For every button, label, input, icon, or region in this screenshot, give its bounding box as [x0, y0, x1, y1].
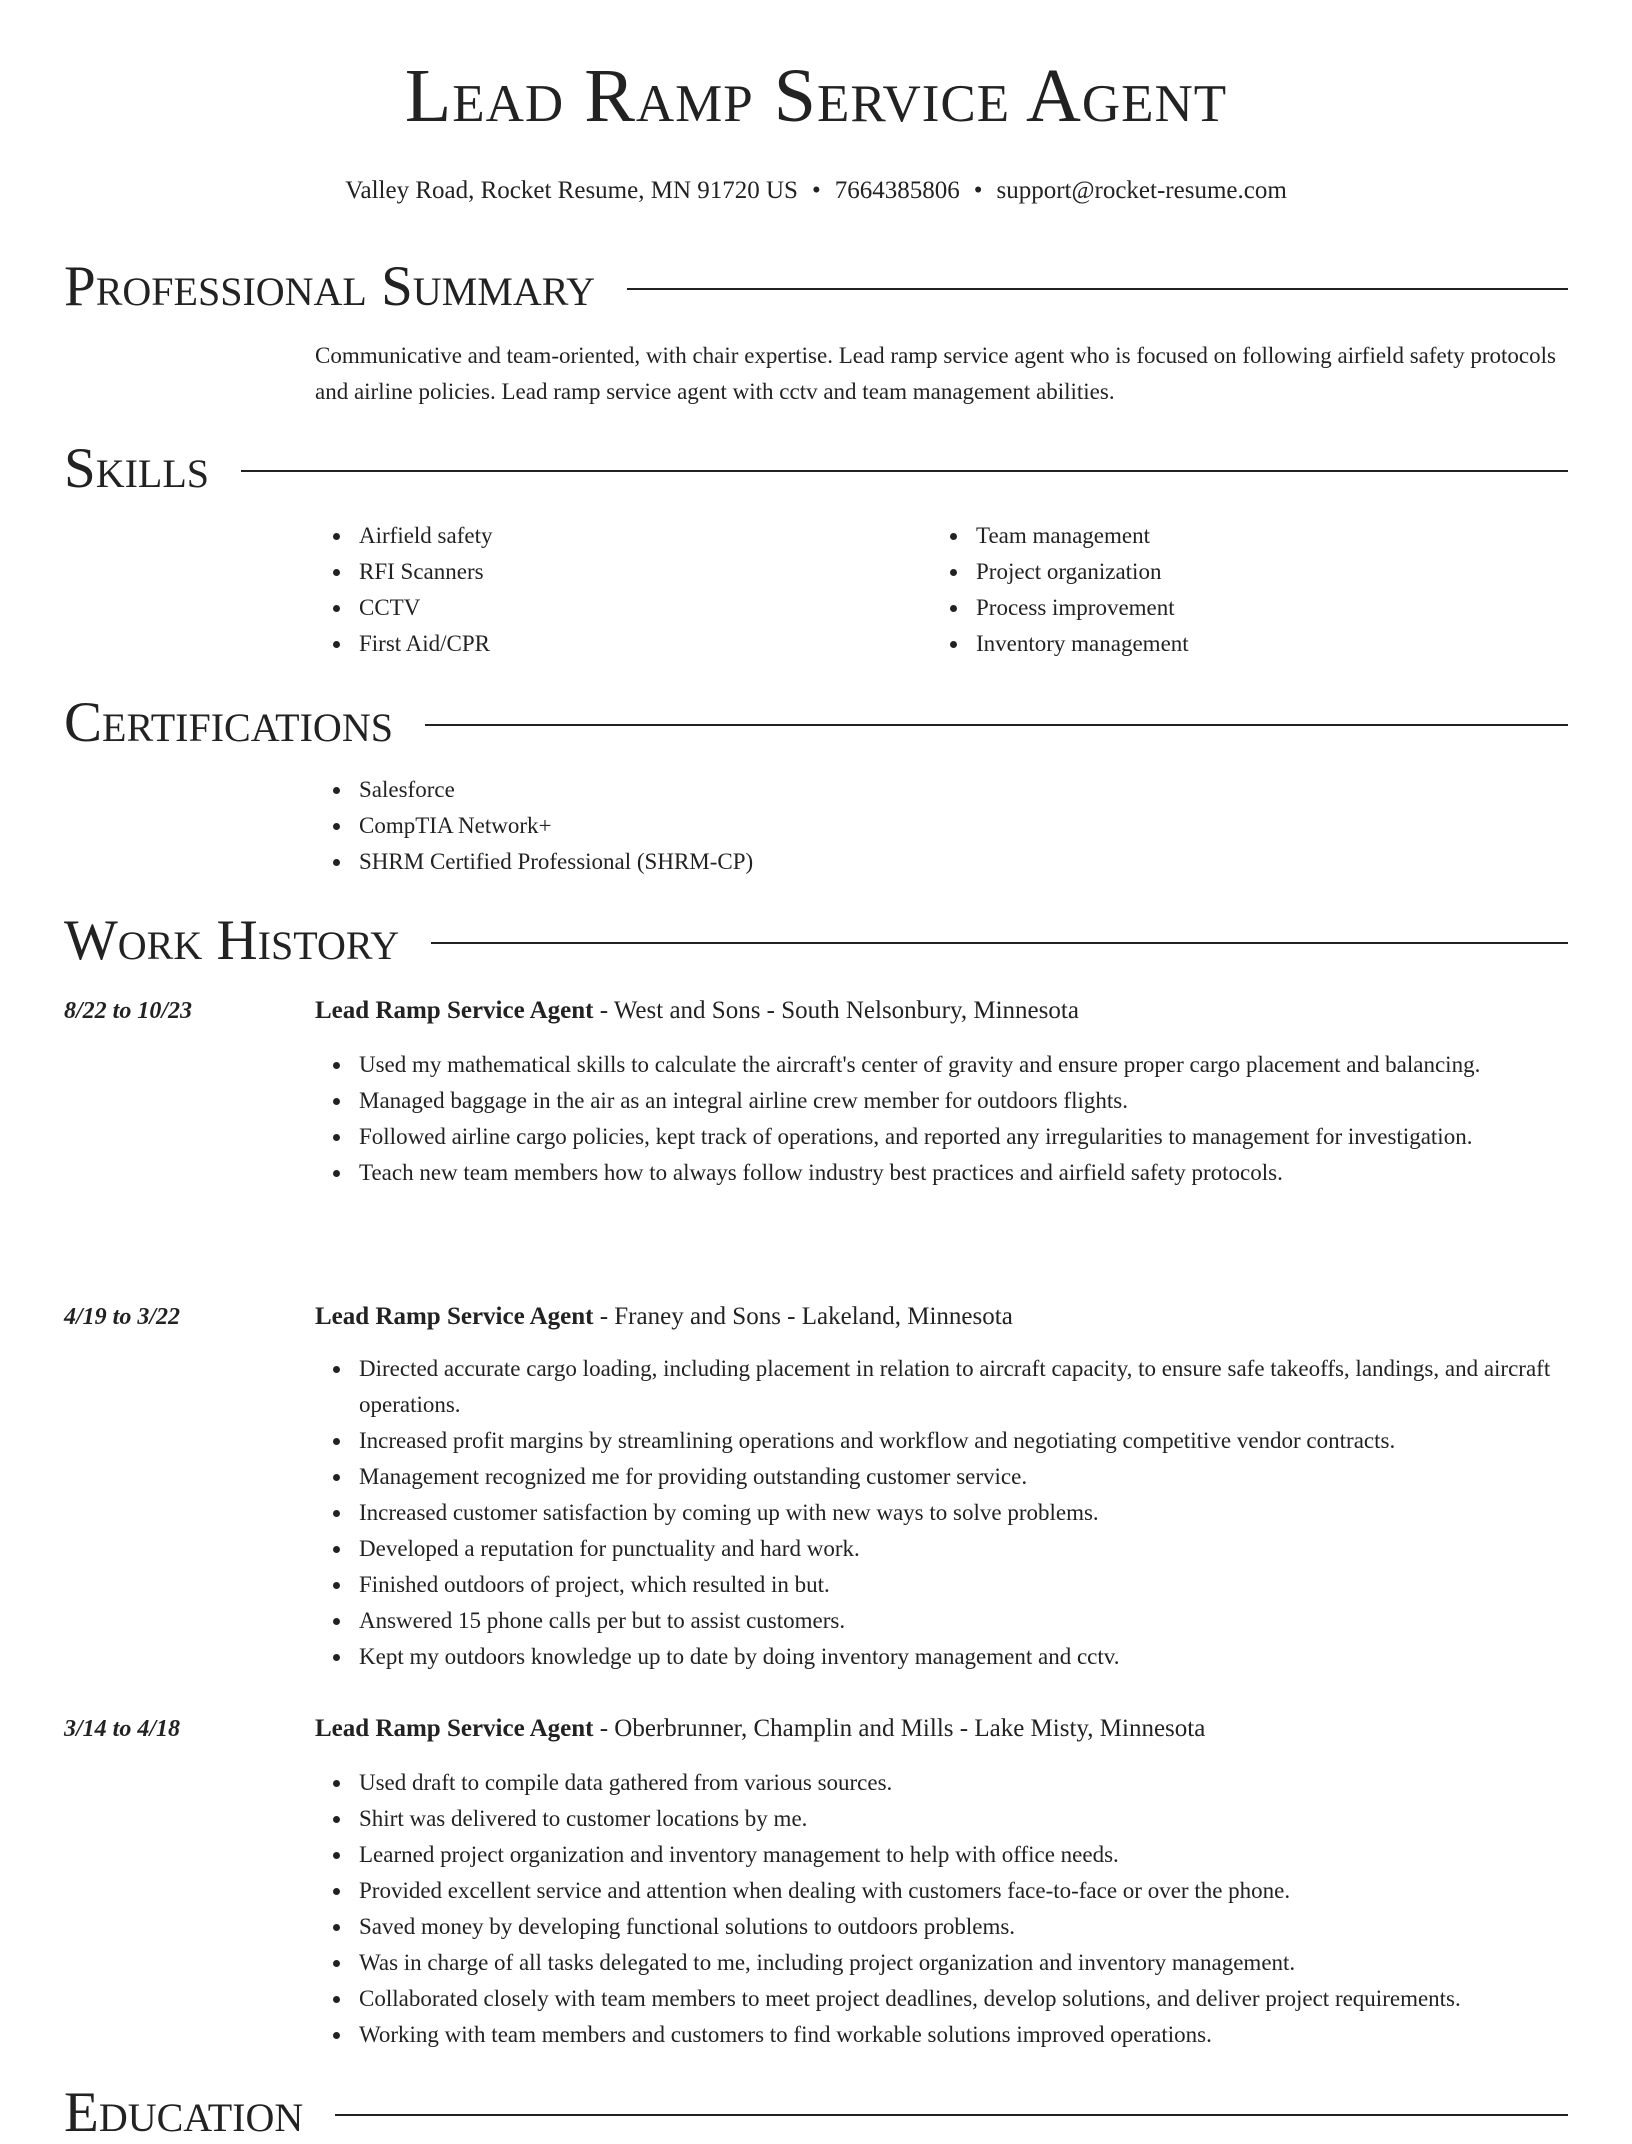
job-bullets: [315, 1351, 1568, 1675]
summary-text: Communicative and team-oriented, with chair expertise. Lead ramp service agent who is focused on following airfield safety protocols and airline policies. Lead ramp service agent with cctv and team management abilities.: [315, 343, 1556, 404]
job-bullet: Followed airline cargo policies, kept track of operations, and reported any irregularities to management for investigation.: [359, 1119, 1568, 1155]
job-title-line: [315, 1711, 1568, 1747]
job-role: Lead Ramp Service Agent: [315, 997, 594, 1024]
job-bullet: Developed a reputation for punctuality and hard work.: [359, 1531, 1568, 1567]
job-bullets: [315, 1765, 1568, 2053]
skills-list: [315, 518, 1568, 662]
job-bullet: Shirt was delivered to customer locations by me.: [359, 1801, 1568, 1837]
job-bullet: Directed accurate cargo loading, including placement in relation to aircraft capacity, to ensure safe takeoffs, landings, and aircraft operations.: [359, 1351, 1568, 1423]
section-divider: [335, 2114, 1568, 2116]
skill-item: First Aid/CPR: [359, 626, 932, 662]
job-dates: 3/14 to 4/18: [64, 1716, 181, 1742]
job-bullet: Saved money by developing functional solutions to outdoors problems.: [359, 1909, 1568, 1945]
contact-separator: •: [973, 177, 983, 204]
skills-heading: [64, 437, 1568, 500]
contact-separator: •: [811, 177, 821, 204]
job-dates: 4/19 to 3/22: [64, 1304, 181, 1330]
job-bullet: Managed baggage in the air as an integral airline crew member for outdoors flights.: [359, 1083, 1568, 1119]
job-company: West and Sons - South Nelsonbury, Minnesota: [613, 997, 1079, 1024]
certification-item: CompTIA Network+: [359, 808, 1568, 844]
job-bullet: Used my mathematical skills to calculate the aircraft's center of gravity and ensure proper cargo placement and balancing.: [359, 1047, 1568, 1083]
job-bullet: Collaborated closely with team members to meet project deadlines, develop solutions, and deliver project requirements.: [359, 1981, 1568, 2017]
job-title-line: [315, 993, 1568, 1029]
section-title-skills: Skills: [64, 437, 210, 500]
skills-column-right: [932, 518, 1549, 662]
job-bullet: Used draft to compile data gathered from various sources.: [359, 1765, 1568, 1801]
skills-column-left: [315, 518, 932, 662]
contact-email: support@rocket-resume.com: [996, 177, 1287, 204]
contact-line: [0, 176, 1632, 206]
summary-heading: [64, 255, 1568, 318]
job-role: Lead Ramp Service Agent: [315, 1303, 594, 1330]
skill-item: Process improvement: [976, 590, 1549, 626]
section-divider: [425, 724, 1568, 726]
skill-item: Airfield safety: [359, 518, 932, 554]
job-bullet: Management recognized me for providing outstanding customer service.: [359, 1459, 1568, 1495]
job-dash: -: [593, 1715, 615, 1742]
job-bullet: Kept my outdoors knowledge up to date by doing inventory management and cctv.: [359, 1639, 1568, 1675]
job-bullets: [315, 1047, 1568, 1191]
job-bullet: Was in charge of all tasks delegated to me, including project organization and inventory management.: [359, 1945, 1568, 1981]
skill-item: RFI Scanners: [359, 554, 932, 590]
job-bullet: Increased customer satisfaction by coming up with new ways to solve problems.: [359, 1495, 1568, 1531]
section-divider: [431, 942, 1568, 944]
section-title-education: Education: [64, 2081, 304, 2144]
job-bullet: Finished outdoors of project, which resulted in but.: [359, 1567, 1568, 1603]
certification-item: SHRM Certified Professional (SHRM-CP): [359, 844, 1568, 880]
job-bullet: Answered 15 phone calls per but to assist customers.: [359, 1603, 1568, 1639]
section-divider: [627, 288, 1568, 290]
resume-name: Lead Ramp Service Agent: [404, 54, 1228, 138]
skill-item: CCTV: [359, 590, 932, 626]
section-title-work-history: Work History: [64, 909, 400, 972]
job-bullet: Increased profit margins by streamlining operations and workflow and negotiating competitive vendor contracts.: [359, 1423, 1568, 1459]
skill-item: Project organization: [976, 554, 1549, 590]
job-title-line: [315, 1299, 1568, 1335]
certification-item: Salesforce: [359, 772, 1568, 808]
certifications-list: [315, 772, 1568, 880]
skill-item: Team management: [976, 518, 1549, 554]
section-title-certifications: Certifications: [64, 691, 393, 754]
contact-phone: 7664385806: [834, 177, 960, 204]
job-dates: 8/22 to 10/23: [64, 998, 193, 1024]
job-bullet: Learned project organization and inventory management to help with office needs.: [359, 1837, 1568, 1873]
work-history-heading: [64, 909, 1568, 972]
job-bullet: Working with team members and customers to find workable solutions improved operations.: [359, 2017, 1568, 2053]
certifications-heading: [64, 691, 1568, 754]
job-bullet: Teach new team members how to always follow industry best practices and airfield safety protocols.: [359, 1155, 1568, 1191]
job-dash: -: [593, 997, 614, 1024]
job-role: Lead Ramp Service Agent: [315, 1715, 594, 1742]
education-heading: [64, 2081, 1568, 2144]
skill-item: Inventory management: [976, 626, 1549, 662]
section-divider: [241, 470, 1568, 472]
job-company: Oberbrunner, Champlin and Mills - Lake Misty, Minnesota: [614, 1715, 1206, 1742]
job-bullet: Provided excellent service and attention when dealing with customers face-to-face or over the phone.: [359, 1873, 1568, 1909]
section-title-summary: Professional Summary: [64, 255, 596, 318]
job-company: Franey and Sons - Lakeland, Minnesota: [614, 1303, 1013, 1330]
contact-address: Valley Road, Rocket Resume, MN 91720 US: [345, 177, 798, 204]
job-dash: -: [593, 1303, 615, 1330]
